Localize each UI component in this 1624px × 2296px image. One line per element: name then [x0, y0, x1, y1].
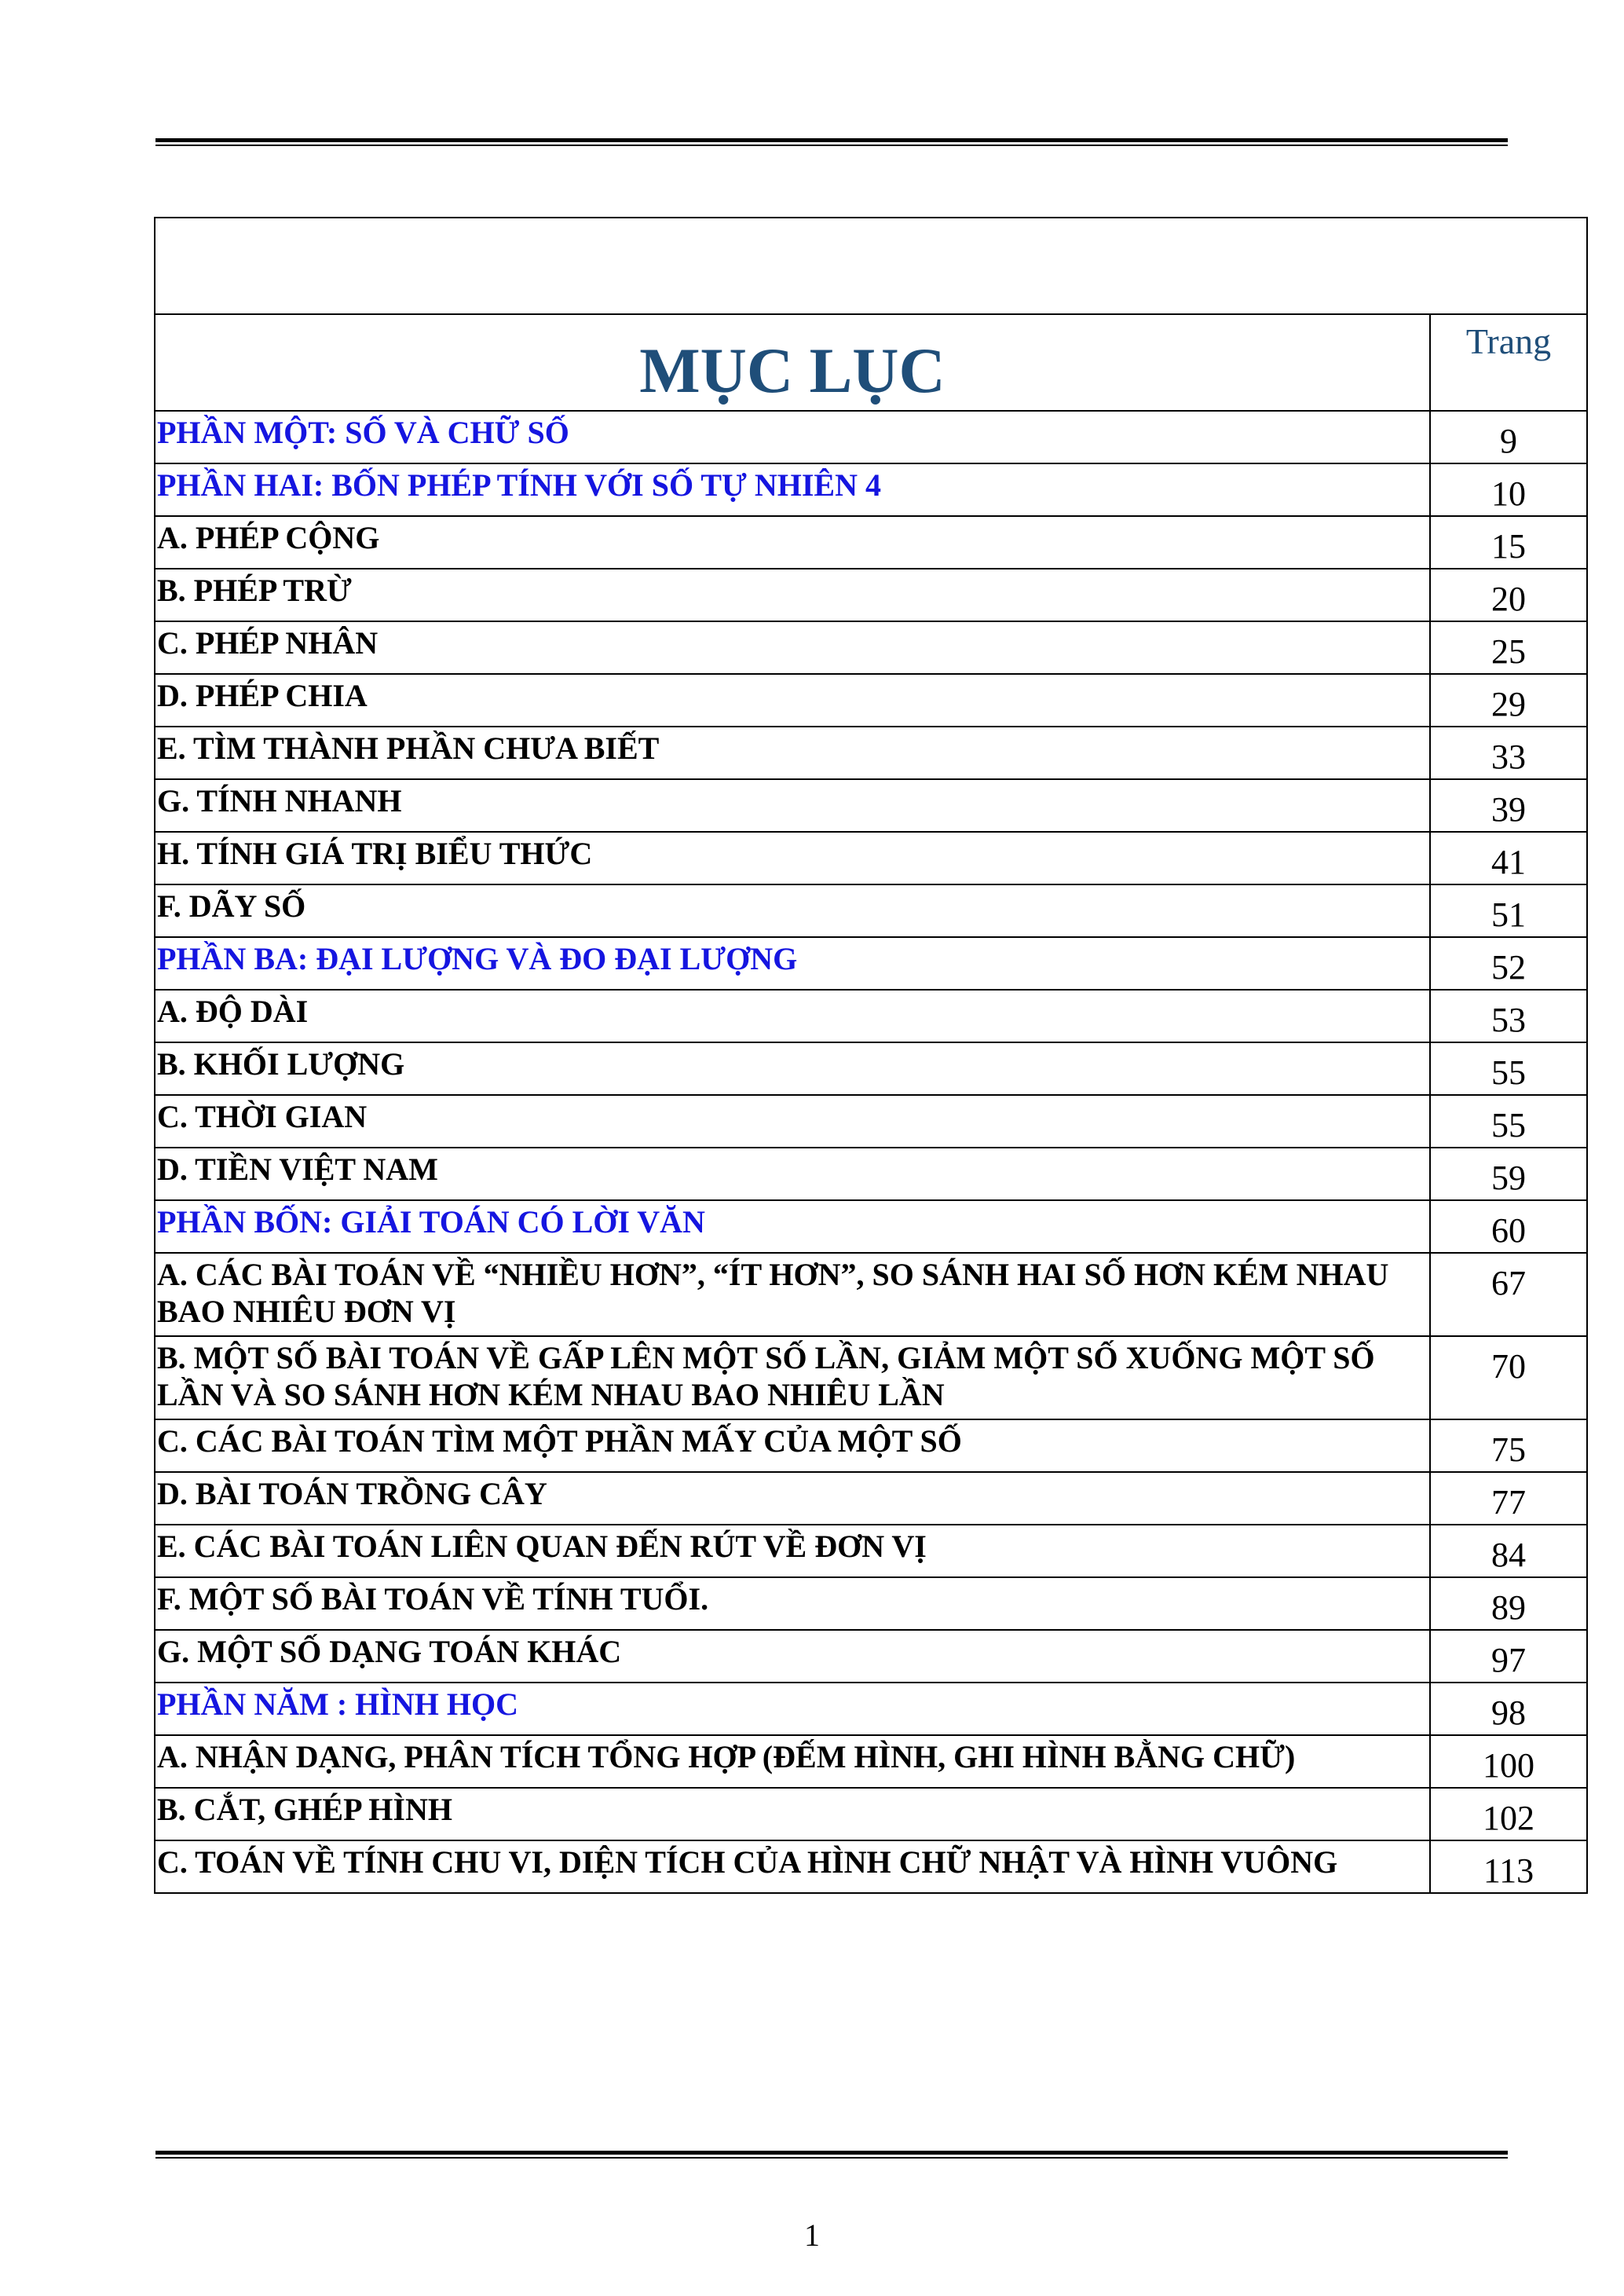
toc-entry-page-number: 29	[1491, 685, 1526, 723]
toc-entry-row	[155, 1577, 1587, 1630]
toc-entry-page-cell	[1430, 621, 1587, 674]
toc-entry-title: C. THỜI GIAN	[157, 1099, 368, 1134]
toc-entry-title: G. TÍNH NHANH	[157, 783, 402, 818]
toc-entry-page-cell	[1430, 516, 1587, 569]
toc-entry-page-number: 25	[1491, 632, 1526, 671]
toc-entry-page-cell	[1430, 1419, 1587, 1472]
toc-entry-title-cell	[155, 516, 1430, 569]
toc-entry-page-cell	[1430, 884, 1587, 937]
toc-entry-title-cell	[155, 1336, 1430, 1419]
toc-entry-page-number: 20	[1491, 580, 1526, 618]
toc-entry-title-cell	[155, 1148, 1430, 1200]
toc-entry-title: F. MỘT SỐ BÀI TOÁN VỀ TÍNH TUỔI.	[157, 1581, 709, 1617]
toc-entry-page-number: 75	[1491, 1430, 1526, 1469]
toc-entry-page-number: 89	[1491, 1588, 1526, 1627]
header-rule	[155, 138, 1508, 146]
toc-entry-page-number: 77	[1491, 1483, 1526, 1522]
toc-entry-title: D. BÀI TOÁN TRỒNG CÂY	[157, 1476, 547, 1511]
toc-entry-page-number: 97	[1491, 1641, 1526, 1679]
toc-entry-title-cell	[155, 779, 1430, 832]
toc-entry-title-cell	[155, 1735, 1430, 1788]
toc-entry-title: B. MỘT SỐ BÀI TOÁN VỀ GẤP LÊN MỘT SỐ LẦN, GIẢM MỘT SỐ XUỐNG MỘT SỐ LẦN VÀ SO SÁNH HƠN KÉM NHAU BAO NHIÊU LẦN	[157, 1340, 1375, 1412]
toc-entry-page-cell	[1430, 1525, 1587, 1577]
toc-entry-title: F. DÃY SỐ	[157, 888, 306, 924]
toc-entry-row	[155, 727, 1587, 779]
toc-entry-title: E. CÁC BÀI TOÁN LIÊN QUAN ĐẾN RÚT VỀ ĐƠN VỊ	[157, 1529, 927, 1564]
toc-part-title: PHẦN MỘT: SỐ VÀ CHỮ SỐ	[157, 415, 569, 450]
toc-part-title: PHẦN BỐN: GIẢI TOÁN CÓ LỜI VĂN	[157, 1204, 705, 1240]
toc-entry-row	[155, 1095, 1587, 1148]
toc-entry-page-cell	[1430, 1042, 1587, 1095]
toc-entry-page-cell	[1430, 1735, 1587, 1788]
toc-table	[154, 217, 1588, 1894]
toc-entry-title: A. PHÉP CỘNG	[157, 520, 380, 555]
toc-entry-page-cell	[1430, 1148, 1587, 1200]
toc-entry-title: B. KHỐI LƯỢNG	[157, 1046, 405, 1082]
toc-entry-page-number: 51	[1491, 895, 1526, 934]
toc-blank-row	[155, 218, 1587, 314]
page-number: 1	[804, 2217, 820, 2253]
toc-entry-row	[155, 1148, 1587, 1200]
toc-entry-page-cell	[1430, 674, 1587, 727]
toc-entry-title-cell	[155, 1042, 1430, 1095]
toc-blank-cell	[155, 218, 1587, 314]
toc-entry-row	[155, 1253, 1587, 1336]
toc-entry-title-cell	[155, 569, 1430, 621]
toc-entry-row	[155, 674, 1587, 727]
toc-entry-title-cell	[155, 1630, 1430, 1683]
toc-entry-page-number: 15	[1491, 527, 1526, 566]
toc-entry-title-cell	[155, 1577, 1430, 1630]
toc-entry-title: B. PHÉP TRỪ	[157, 573, 352, 608]
toc-entry-title-cell	[155, 621, 1430, 674]
toc-entry-row	[155, 1336, 1587, 1419]
toc-entry-page-number: 98	[1491, 1694, 1526, 1732]
toc-entry-title-cell	[155, 884, 1430, 937]
toc-entry-row	[155, 1525, 1587, 1577]
toc-entry-title-cell	[155, 1419, 1430, 1472]
toc-entry-title: A. ĐỘ DÀI	[157, 994, 309, 1029]
toc-entry-title-cell	[155, 727, 1430, 779]
toc-entry-page-number: 84	[1491, 1536, 1526, 1574]
toc-entry-page-cell	[1430, 1577, 1587, 1630]
toc-heading-cell	[155, 314, 1430, 411]
toc-entry-row	[155, 990, 1587, 1042]
toc-entry-page-number: 100	[1483, 1746, 1534, 1785]
toc-entry-row	[155, 516, 1587, 569]
page-column-label: Trang	[1465, 321, 1552, 361]
toc-entry-title-cell	[155, 937, 1430, 990]
toc-entry-page-cell	[1430, 569, 1587, 621]
toc-entry-title: A. NHẬN DẠNG, PHÂN TÍCH TỔNG HỢP (ĐẾM HÌNH, GHI HÌNH BẰNG CHỮ)	[157, 1739, 1296, 1774]
toc-entry-page-cell	[1430, 1095, 1587, 1148]
toc-entry-row	[155, 884, 1587, 937]
toc-entry-page-number: 60	[1491, 1211, 1526, 1250]
toc-entry-row	[155, 569, 1587, 621]
toc-part-title: PHẦN HAI: BỐN PHÉP TÍNH VỚI SỐ TỰ NHIÊN 4	[157, 467, 881, 503]
toc-entry-page-cell	[1430, 832, 1587, 884]
toc-entry-title-cell	[155, 674, 1430, 727]
toc-entry-row	[155, 1735, 1587, 1788]
toc-entry-row	[155, 937, 1587, 990]
toc-entry-title-cell	[155, 1472, 1430, 1525]
toc-entry-page-cell	[1430, 1840, 1587, 1893]
toc-entry-row	[155, 832, 1587, 884]
toc-entry-row	[155, 1200, 1587, 1253]
toc-entry-page-cell	[1430, 779, 1587, 832]
toc-entry-row	[155, 1630, 1587, 1683]
toc-entry-row	[155, 779, 1587, 832]
toc-entry-title-cell	[155, 1683, 1430, 1735]
toc-entry-title: E. TÌM THÀNH PHẦN CHƯA BIẾT	[157, 731, 660, 766]
toc-entry-row	[155, 1042, 1587, 1095]
toc-entry-title: B. CẮT, GHÉP HÌNH	[157, 1792, 452, 1827]
toc-entry-page-number: 55	[1491, 1106, 1526, 1144]
toc-entry-page-cell	[1430, 1683, 1587, 1735]
toc-entry-title-cell	[155, 990, 1430, 1042]
toc-entry-page-cell	[1430, 411, 1587, 463]
toc-entry-row	[155, 411, 1587, 463]
toc-part-title: PHẦN NĂM : HÌNH HỌC	[157, 1686, 518, 1722]
page-column-header-cell	[1430, 314, 1587, 411]
toc-entry-title-cell	[155, 1525, 1430, 1577]
toc-entry-title: A. CÁC BÀI TOÁN VỀ “NHIỀU HƠN”, “ÍT HƠN”, SO SÁNH HAI SỐ HƠN KÉM NHAU BAO NHIÊU ĐƠN VỊ	[157, 1257, 1389, 1329]
toc-entry-title-cell	[155, 832, 1430, 884]
toc-entry-page-number: 59	[1491, 1159, 1526, 1197]
toc-entry-row	[155, 1840, 1587, 1893]
toc-entry-page-cell	[1430, 1630, 1587, 1683]
toc-entry-page-cell	[1430, 1253, 1587, 1336]
toc-entry-row	[155, 1683, 1587, 1735]
toc-entry-page-cell	[1430, 727, 1587, 779]
toc-entry-title: G. MỘT SỐ DẠNG TOÁN KHÁC	[157, 1634, 622, 1669]
toc-entry-page-number: 41	[1491, 843, 1526, 881]
toc-entry-page-number: 9	[1500, 422, 1517, 460]
toc-entry-title-cell	[155, 1253, 1430, 1336]
toc-entry-title: C. TOÁN VỀ TÍNH CHU VI, DIỆN TÍCH CỦA HÌNH CHỮ NHẬT VÀ HÌNH VUÔNG	[157, 1844, 1338, 1880]
toc-entry-page-number: 55	[1491, 1053, 1526, 1092]
toc-entry-page-number: 10	[1491, 474, 1526, 513]
toc-entry-page-cell	[1430, 937, 1587, 990]
toc-heading: MỤC LỤC	[639, 335, 946, 406]
toc-entry-title-cell	[155, 1788, 1430, 1840]
toc-entry-page-number: 70	[1491, 1347, 1526, 1386]
toc-entry-row	[155, 463, 1587, 516]
toc-entry-row	[155, 1419, 1587, 1472]
toc-entry-page-cell	[1430, 1788, 1587, 1840]
toc-entry-page-number: 39	[1491, 790, 1526, 829]
toc-entry-title: C. PHÉP NHÂN	[157, 625, 379, 661]
toc-entry-title: C. CÁC BÀI TOÁN TÌM MỘT PHẦN MẤY CỦA MỘT SỐ	[157, 1423, 962, 1459]
toc-entry-row	[155, 1788, 1587, 1840]
footer-rule	[155, 2151, 1508, 2159]
toc-entry-title-cell	[155, 463, 1430, 516]
toc-entry-page-cell	[1430, 990, 1587, 1042]
toc-entry-title-cell	[155, 1095, 1430, 1148]
toc-entry-page-number: 113	[1483, 1851, 1534, 1890]
toc-entry-page-cell	[1430, 1200, 1587, 1253]
toc-entry-page-cell	[1430, 1472, 1587, 1525]
toc-header-row	[155, 314, 1587, 411]
toc-entry-title-cell	[155, 1840, 1430, 1893]
toc-entry-row	[155, 1472, 1587, 1525]
toc-entry-page-number: 67	[1491, 1264, 1526, 1302]
toc-entry-page-cell	[1430, 1336, 1587, 1419]
toc-entry-row	[155, 621, 1587, 674]
toc-entry-page-number: 33	[1491, 738, 1526, 776]
toc-entry-title-cell	[155, 411, 1430, 463]
toc-entry-title: H. TÍNH GIÁ TRỊ BIỂU THỨC	[157, 836, 593, 871]
toc-entry-page-number: 52	[1491, 948, 1526, 987]
toc-entry-page-cell	[1430, 463, 1587, 516]
toc-entry-title: D. PHÉP CHIA	[157, 678, 368, 713]
toc-entry-page-number: 53	[1491, 1001, 1526, 1039]
toc-entry-page-number: 102	[1483, 1799, 1534, 1837]
toc-entry-title-cell	[155, 1200, 1430, 1253]
toc-part-title: PHẦN BA: ĐẠI LƯỢNG VÀ ĐO ĐẠI LƯỢNG	[157, 941, 798, 976]
toc-entry-title: D. TIỀN VIỆT NAM	[157, 1152, 438, 1187]
